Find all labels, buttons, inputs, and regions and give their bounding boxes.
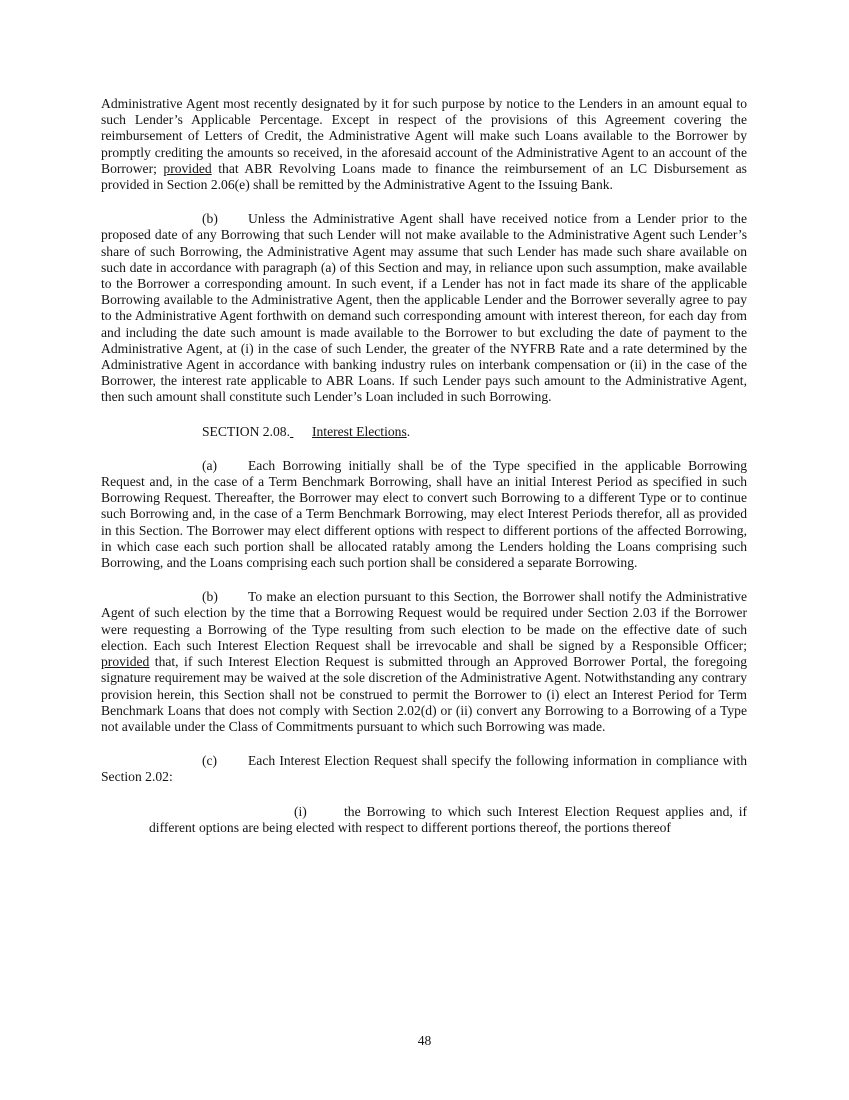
clause-label: (i) bbox=[294, 803, 307, 819]
paragraph-b-unless bbox=[101, 211, 747, 405]
paragraph-text: Unless the Administrative Agent shall have received notice from a Lender prior to the proposed date of any Borrowing that such Lender will not make available to the Administrative Agent such Lender’s share of such Borrowing, the Administrative Agent may assume that such Lender has made such share available on such date in accordance with paragraph (a) of this Section and may, in reliance upon such assumption, make available to the Borrower a corresponding amount. In such event, if a Lender has not in fact made its share of the applicable Borrowing available to the Administrative Agent, then the applicable Lender and the Borrower severally agree to pay to the Administrative Agent forthwith on demand such corresponding amount with interest thereon, for each day from and including the date such amount is made available to the Borrower to but excluding the date of payment to the Administrative Agent, at (i) in the case of such Lender, the greater of the NYFRB Rate and a rate determined by the Administrative Agent in accordance with banking industry rules on interbank compensation or (ii) in the case of the Borrower, the interest rate applicable to ABR Loans. If such Lender pays such amount to the Administrative Agent, then such amount shall constitute such Lender’s Loan included in such Borrowing. bbox=[101, 211, 747, 405]
paragraph-label: (c) bbox=[202, 753, 218, 769]
paragraph-continuation bbox=[101, 96, 747, 193]
paragraph-text: that, if such Interest Election Request is submitted through an Approved Borrower Portal, the foregoing signature requirement may be waived at the sole discretion of the Administrative Agent. Notwithstanding any contrary provision herein, this Section shall not be construed to permit the Borrower to (i) elect an Interest Period for Term Benchmark Loans that does not comply with Section 2.02(d) or (ii) convert any Borrowing to a Borrowing of a Type not available under the Class of Commitments pursuant to which such Borrowing was made. bbox=[101, 654, 747, 734]
clause-text: the Borrowing to which such Interest Election Request applies and, if different options are being elected with respect to different portions thereof, the portions thereof bbox=[149, 803, 747, 835]
paragraph-label: (b) bbox=[202, 589, 218, 605]
paragraph-label: (a) bbox=[202, 457, 218, 473]
page-number: 48 bbox=[417, 1033, 432, 1048]
section-heading: SECTION 2.08. Interest Elections. bbox=[202, 423, 411, 439]
document-body bbox=[101, 96, 747, 836]
paragraph-text: Administrative Agent most recently designated by it for such purpose by notice to the Lenders in an amount equal to such Lender’s Applicable Percentage. Except in respect of the provisions of this Agreement covering the reimbursement of Letters of Credit, the Administrative Agent will make such Loans available to the Borrower by promptly crediting the amounts so received, in the aforesaid account of the Administrative Agent to an account of the Borrower; bbox=[101, 96, 747, 176]
paragraph-c-request bbox=[101, 753, 747, 785]
section-title: Interest Elections bbox=[311, 423, 407, 439]
section-spacer bbox=[290, 424, 312, 440]
provided-term: provided bbox=[101, 654, 150, 670]
paragraph-b-election bbox=[101, 589, 747, 735]
section-number: SECTION 2.08. bbox=[202, 423, 290, 439]
paragraph-label: (b) bbox=[202, 211, 218, 227]
provided-term: provided bbox=[163, 160, 212, 176]
paragraph-text: To make an election pursuant to this Section, the Borrower shall notify the Administrative Agent of such election by the time that a Borrowing Request would be required under Section 2.03 if the Borrower were requesting a Borrowing of the Type resulting from such election to be made on the effective date of such election. Each such Interest Election Request shall be irrevocable and shall be signed by a Responsible Officer; bbox=[101, 589, 747, 653]
paragraph-text: Each Interest Election Request shall specify the following information in compliance with Section 2.02: bbox=[101, 753, 747, 785]
paragraph-a-each-borrowing bbox=[101, 458, 747, 571]
clause-i bbox=[101, 804, 747, 836]
paragraph-text: Each Borrowing initially shall be of the Type specified in the applicable Borrowing Request and, in the case of a Term Benchmark Borrowing, shall have an initial Interest Period as specified in such Borrowing Request. Thereafter, the Borrower may elect to convert such Borrowing to a different Type or to continue such Borrowing and, in the case of a Term Benchmark Borrowing, may elect Interest Periods therefor, all as provided in this Section. The Borrower may elect different options with respect to different portions of the affected Borrowing, in which case each such portion shall be allocated ratably among the Lenders holding the Loans comprising such Borrowing, and the Loans comprising each such portion shall be considered a separate Borrowing. bbox=[101, 457, 747, 571]
paragraph-text: that ABR Revolving Loans made to finance the reimbursement of an LC Disbursement as provided in Section 2.06(e) shall be remitted by the Administrative Agent to the Issuing Bank. bbox=[101, 160, 747, 193]
